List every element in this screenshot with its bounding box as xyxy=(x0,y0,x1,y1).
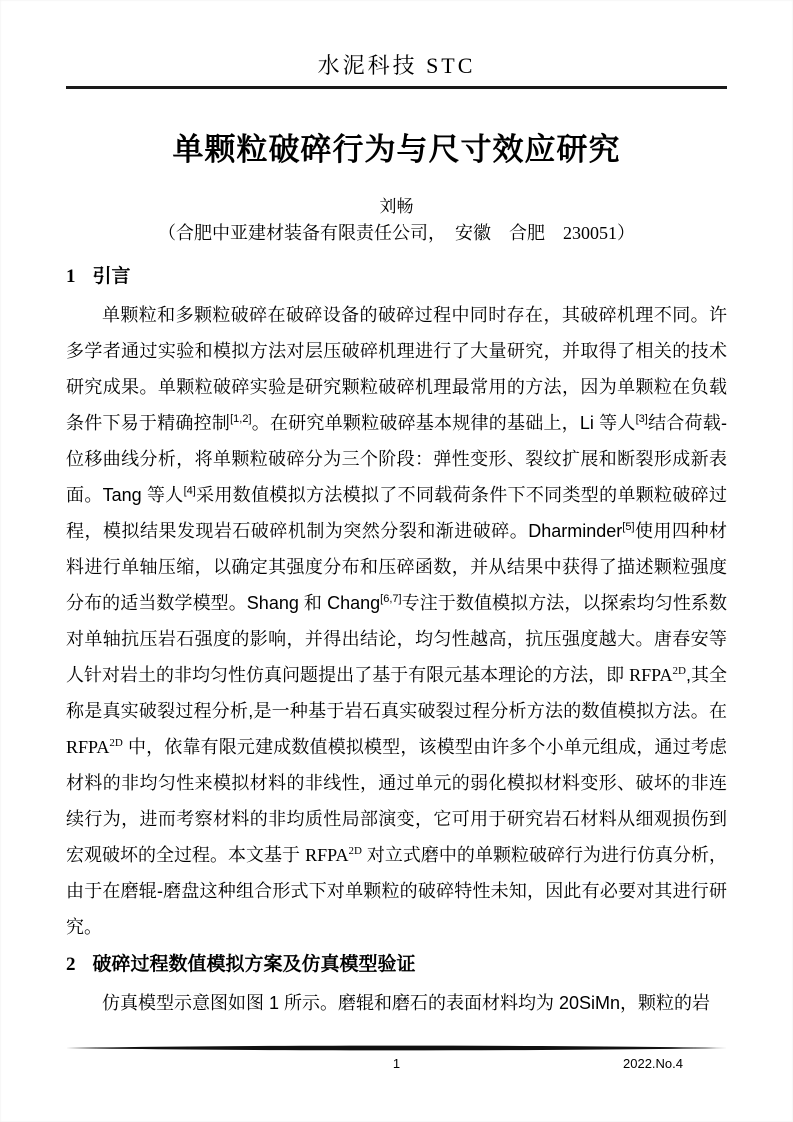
citation-superscript: [4] xyxy=(183,485,196,497)
section-1-number: 1 xyxy=(66,266,76,287)
paragraph-text: 单颗粒和多颗粒破碎在破碎设备的破碎过程中同时存在，其破碎机理不同。许多学者通过实验和模拟方法对层压破碎机理进行了大量研究，并取得了相关的技术研究成果。单颗粒破碎实验是研究颗粒破碎机理最常用的方法，因为单颗粒在负载条件下易于精确控制 xyxy=(66,305,727,433)
section-1-label: 引言 xyxy=(92,266,131,287)
page-content xyxy=(66,0,727,1021)
article-title: 单颗粒破碎行为与尺寸效应研究 xyxy=(172,132,621,167)
paragraph-text: RFPA xyxy=(305,845,349,865)
page-footer xyxy=(66,1044,727,1072)
footer-rule xyxy=(66,1044,727,1052)
paragraph-text: 仿真模型示意图如图 1 所示。磨辊和磨石的表面材料均为 20SiMn，颗粒的岩 xyxy=(102,993,711,1013)
section-2-heading xyxy=(66,952,727,978)
section-1-heading xyxy=(66,264,727,290)
paragraph-text: 使用四种材料进行单轴压缩，以确定其强度分布和压碎函数，并从结果中获得了描述颗粒强度分布的适当数学模型。Shang 和 Chang xyxy=(66,521,727,613)
paragraph-text: 对立式磨中的单颗粒破碎行为进行仿真分析，由于在磨辊-磨盘这种组合形式下对单颗粒的破碎特性未知，因此有必要对其进行研究。 xyxy=(66,845,728,937)
section-2-paragraph xyxy=(66,985,727,1021)
citation-superscript: 2D xyxy=(348,845,362,857)
citation-superscript: [5] xyxy=(622,521,635,533)
paragraph-text: 结合荷载-位移曲线分析，将单颗粒破碎分为三个阶段：弹性变形、裂纹扩展和断裂形成新表面。Tang 等人 xyxy=(66,413,727,505)
paragraph-text: RFPA xyxy=(66,737,110,757)
header-rule xyxy=(66,86,727,89)
page-number: 1 xyxy=(392,1056,401,1071)
citation-superscript: [1,2] xyxy=(230,413,252,425)
issue-label: 2022.No.4 xyxy=(623,1056,683,1071)
citation-superscript: 2D xyxy=(672,665,686,677)
section-2-label: 破碎过程数值模拟方案及仿真模型验证 xyxy=(92,954,416,975)
paragraph-text: 采用数值模拟方法模拟了不同载荷条件下不同类型的单颗粒破碎过程，模拟结果发现岩石破碎机制为突然分裂和渐进破碎。Dharminder xyxy=(66,485,727,541)
author-name: 刘畅 xyxy=(379,197,414,216)
section-2-number: 2 xyxy=(66,954,76,975)
paragraph-text: RFPA xyxy=(629,665,673,685)
paragraph-text: 专注于数值模拟方法，以探索均匀性系数对单轴抗压岩石强度的影响，并得出结论，均匀性越高，抗压强度越大。唐春安等人针对岩土的非均匀性仿真问题提出了基于有限元基本理论的方法，即 xyxy=(66,593,727,685)
paragraph-text: 。在研究单颗粒破碎基本规律的基础上，Li 等人 xyxy=(251,413,636,433)
citation-superscript: 2D xyxy=(109,737,123,749)
journal-header-title: 水泥科技 STC xyxy=(317,53,476,78)
paragraph-text: ,其全称是真实破裂过程分析,是一种基于岩石真实破裂过程分析方法的数值模拟方法。在 xyxy=(66,665,727,721)
footer-texts xyxy=(66,1056,727,1072)
citation-superscript: [3] xyxy=(635,413,648,425)
section-1-paragraph xyxy=(66,297,727,945)
author-affiliation: （合肥中亚建材装备有限责任公司， 安徽 合肥 230051） xyxy=(158,223,635,243)
paragraph-text: 中，依靠有限元建成数值模拟模型，该模型由许多个小单元组成，通过考虑材料的非均匀性来模拟材料的非线性，通过单元的弱化模拟材料变形、破坏的非连续行为，进而考察材料的非均质性局部演变，它可用于研究岩石材料从细观损伤到宏观破坏的全过程。本文基于 xyxy=(66,737,727,865)
citation-superscript: [6,7] xyxy=(380,593,402,605)
